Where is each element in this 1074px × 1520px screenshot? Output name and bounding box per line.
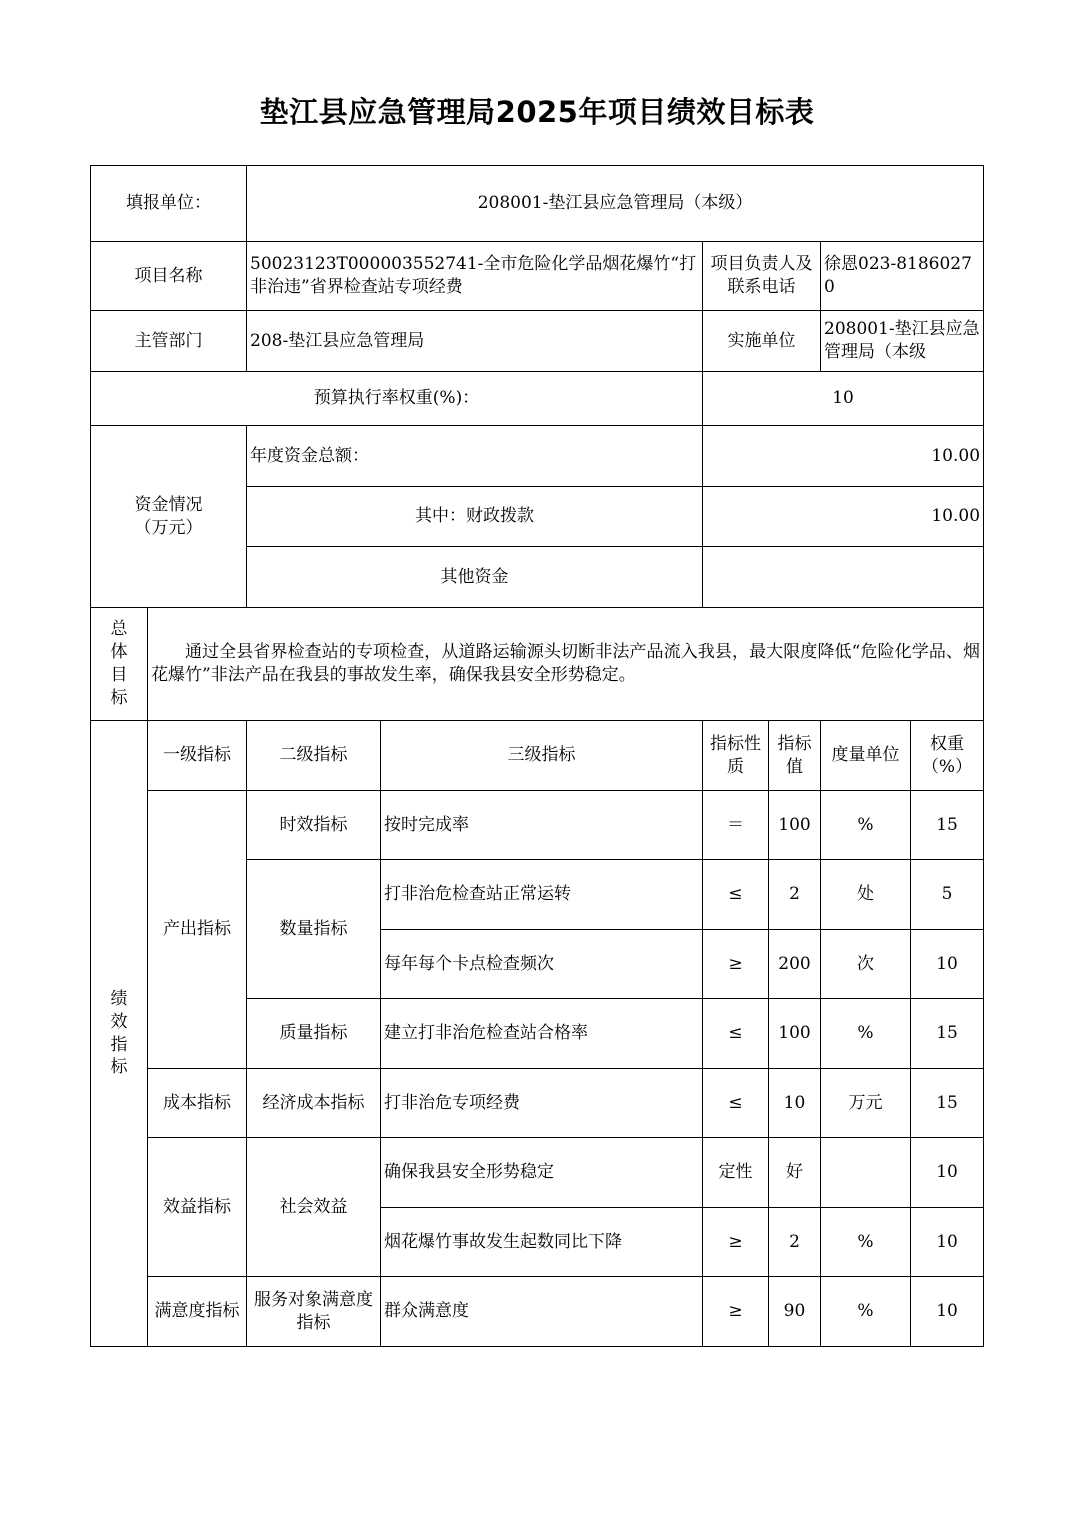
row-weight: 15 — [911, 1069, 984, 1138]
row-nature: ≥ — [703, 930, 769, 999]
group-satisfaction: 满意度指标 — [148, 1277, 247, 1347]
subgroup-time: 时效指标 — [247, 791, 381, 860]
row-name: 打非治危专项经费 — [381, 1069, 703, 1138]
row-nature: ≤ — [703, 1069, 769, 1138]
row-budget-weight — [91, 372, 984, 426]
goal-label — [91, 608, 148, 721]
header-level3: 三级指标 — [381, 721, 703, 791]
row-nature: ≥ — [703, 1208, 769, 1277]
fund-total-value: 10.00 — [703, 426, 984, 487]
row-value: 2 — [769, 1208, 821, 1277]
leader-label: 项目负责人及联系电话 — [703, 242, 821, 311]
dept-value: 208-垫江县应急管理局 — [247, 311, 703, 372]
header-value: 指标值 — [769, 721, 821, 791]
row-value: 200 — [769, 930, 821, 999]
row-name: 确保我县安全形势稳定 — [381, 1138, 703, 1208]
unit-label: 填报单位： — [91, 166, 247, 242]
dept-label: 主管部门 — [91, 311, 247, 372]
row-value: 100 — [769, 791, 821, 860]
goal-label-text: 总体目标 — [110, 619, 128, 708]
row-unit: % — [821, 1277, 911, 1347]
group-cost: 成本指标 — [148, 1069, 247, 1138]
row-name: 每年每个卡点检查频次 — [381, 930, 703, 999]
row-nature: ≤ — [703, 999, 769, 1069]
row-name: 群众满意度 — [381, 1277, 703, 1347]
row-weight: 10 — [911, 1208, 984, 1277]
impl-label: 实施单位 — [703, 311, 821, 372]
row-value: 90 — [769, 1277, 821, 1347]
row-weight: 15 — [911, 791, 984, 860]
page-title: 垫江县应急管理局2025年项目绩效目标表 — [259, 95, 815, 129]
row-weight: 10 — [911, 1277, 984, 1347]
row-weight: 10 — [911, 930, 984, 999]
row-name: 建立打非治危检查站合格率 — [381, 999, 703, 1069]
indicators-label-text: 绩效指标 — [110, 988, 128, 1078]
row-value: 10 — [769, 1069, 821, 1138]
row-unit: % — [821, 1208, 911, 1277]
subgroup-service: 服务对象满意度指标 — [247, 1277, 381, 1347]
fund-other-label: 其他资金 — [247, 547, 703, 608]
row-name: 烟花爆竹事故发生起数同比下降 — [381, 1208, 703, 1277]
row-nature: ≤ — [703, 860, 769, 930]
row-unit: 处 — [821, 860, 911, 930]
row-weight: 5 — [911, 860, 984, 930]
row-unit: % — [821, 791, 911, 860]
row-dept — [91, 311, 984, 372]
subgroup-economic: 经济成本指标 — [247, 1069, 381, 1138]
header-weight: 权重（%） — [911, 721, 984, 791]
row-weight: 10 — [911, 1138, 984, 1208]
performance-form-table — [90, 165, 984, 1347]
goal-text: 通过全县省界检查站的专项检查，从道路运输源头切断非法产品流入我县，最大限度降低“危险化学品、烟花爆竹”非法产品在我县的事故发生率，确保我县安全形势稳定。 — [148, 608, 984, 721]
row-nature: ＝ — [703, 791, 769, 860]
row-project — [91, 242, 984, 311]
row-name: 打非治危检查站正常运转 — [381, 860, 703, 930]
row-unit — [91, 166, 984, 242]
header-unit: 度量单位 — [821, 721, 911, 791]
indicators-label — [91, 721, 148, 1347]
project-name-label: 项目名称 — [91, 242, 247, 311]
subgroup-quantity: 数量指标 — [247, 860, 381, 999]
row-goal — [91, 608, 984, 721]
row-value: 2 — [769, 860, 821, 930]
row-fund-total — [91, 426, 984, 487]
leader-value: 徐恩023-81860270 — [821, 242, 984, 311]
table-row — [91, 1069, 984, 1138]
row-nature: ≥ — [703, 1277, 769, 1347]
fund-total-label: 年度资金总额： — [247, 426, 703, 487]
unit-value: 208001-垫江县应急管理局（本级） — [247, 166, 984, 242]
table-row — [91, 1277, 984, 1347]
funds-label — [91, 426, 247, 608]
project-name-value: 50023123T000003552741-全市危险化学品烟花爆竹“打非治违”省界检查站专项经费 — [247, 242, 703, 311]
row-unit — [821, 1138, 911, 1208]
row-unit: 次 — [821, 930, 911, 999]
header-level1: 一级指标 — [148, 721, 247, 791]
row-unit: % — [821, 999, 911, 1069]
group-benefit: 效益指标 — [148, 1138, 247, 1277]
header-level2: 二级指标 — [247, 721, 381, 791]
budget-weight-label: 预算执行率权重(%)： — [91, 372, 703, 426]
row-value: 好 — [769, 1138, 821, 1208]
fund-fiscal-value: 10.00 — [703, 487, 984, 547]
fund-fiscal-label: 其中：财政拨款 — [247, 487, 703, 547]
group-output: 产出指标 — [148, 791, 247, 1069]
subgroup-social: 社会效益 — [247, 1138, 381, 1277]
budget-weight-value: 10 — [703, 372, 984, 426]
funds-label-text: 资金情况（万元） — [134, 494, 203, 538]
fund-other-value — [703, 547, 984, 608]
header-nature: 指标性质 — [703, 721, 769, 791]
table-row — [91, 1138, 984, 1208]
subgroup-quality: 质量指标 — [247, 999, 381, 1069]
row-value: 100 — [769, 999, 821, 1069]
table-row — [91, 791, 984, 860]
impl-value: 208001-垫江县应急管理局（本级 — [821, 311, 984, 372]
row-nature: 定性 — [703, 1138, 769, 1208]
row-name: 按时完成率 — [381, 791, 703, 860]
row-indicator-header — [91, 721, 984, 791]
row-unit: 万元 — [821, 1069, 911, 1138]
row-weight: 15 — [911, 999, 984, 1069]
